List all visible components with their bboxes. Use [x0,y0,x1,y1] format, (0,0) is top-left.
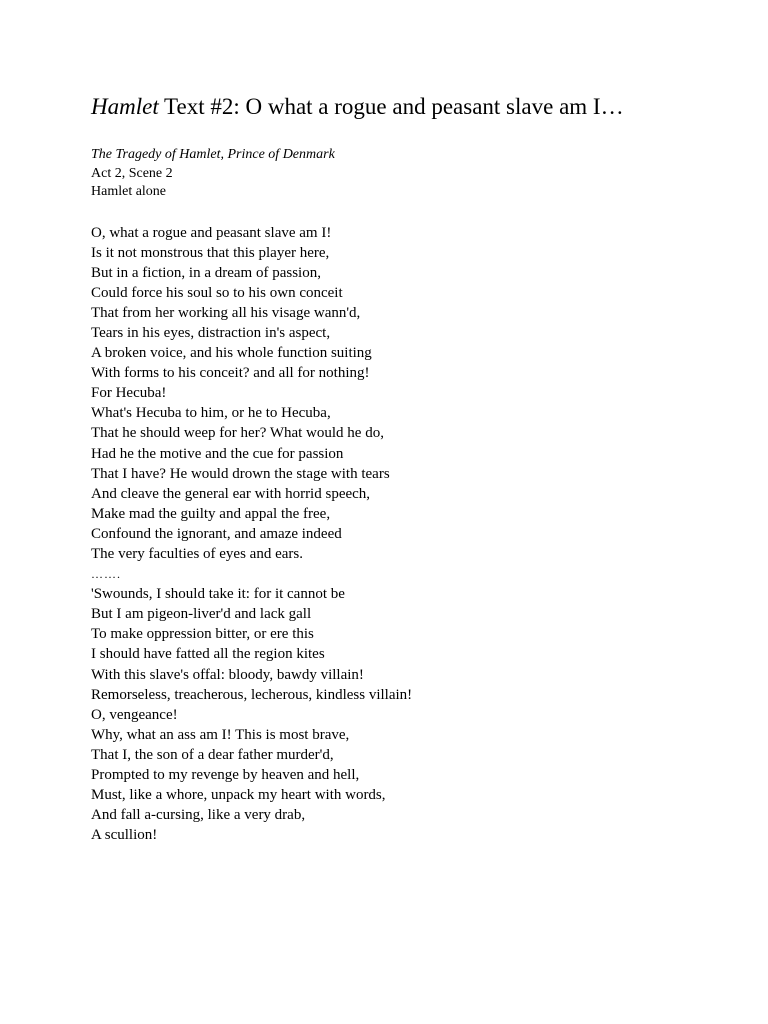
verse-line: Make mad the guilty and appal the free, [91,505,331,522]
verse-line: I should have fatted all the region kites [91,646,325,663]
verse-line: That from her working all his visage wann'd, [91,304,361,321]
passage-one [91,223,731,565]
verse-line: O, vengeance! [91,706,178,723]
verse-line: Why, what an ass am I! This is most brave, [91,726,350,743]
verse-line: O, what a rogue and peasant slave am I! [91,224,332,241]
verse-line: A scullion! [91,827,158,844]
verse-line: With forms to his conceit? and all for nothing! [91,365,370,382]
verse-line: That I, the son of a dear father murder'd, [91,746,334,763]
act-scene: Act 2, Scene 2 [91,165,173,181]
verse-line: But in a fiction, in a dream of passion, [91,264,321,281]
verse-line: For Hecuba! [91,385,167,402]
verse-line: Prompted to my revenge by heaven and hell, [91,767,360,784]
verse-line: The very faculties of eyes and ears. [91,546,303,562]
verse-line: Must, like a whore, unpack my heart with words, [91,787,386,804]
verse-line: Is it not monstrous that this player here, [91,244,330,261]
verse-line: 'Swounds, I should take it: for it cannot be [91,586,345,603]
omission-mark: ……. [91,567,121,582]
verse-line: And cleave the general ear with horrid speech, [91,485,371,502]
verse-line: Could force his soul so to his own conceit [91,284,343,301]
title-play-name: Hamlet [91,94,159,119]
verse-line: Had he the motive and the cue for passion [91,445,344,462]
verse-line: But I am pigeon-liver'd and lack gall [91,606,312,623]
title-text: Text #2: O what a rogue and peasant slave am I… [158,94,624,119]
document-title [91,92,731,122]
verse-line: Remorseless, treacherous, lecherous, kindless villain! [91,686,413,703]
source-info [91,146,731,202]
verse-line: With this slave's offal: bloody, bawdy villain! [91,666,364,683]
verse-line: What's Hecuba to him, or he to Hecuba, [91,405,331,422]
work-title: The Tragedy of Hamlet, Prince of Denmark [91,147,335,162]
document-page [91,92,731,845]
soliloquy-text [91,223,731,846]
verse-line: That he should weep for her? What would he do, [91,425,384,442]
verse-line: A broken voice, and his whole function suiting [91,345,372,362]
verse-line: That I have? He would drown the stage with tears [91,465,390,482]
speaker-note: Hamlet alone [91,184,167,199]
passage-two [91,584,731,845]
verse-line: And fall a-cursing, like a very drab, [91,807,306,824]
verse-line: To make oppression bitter, or ere this [91,626,314,643]
verse-line: Tears in his eyes, distraction in's aspect, [91,324,331,341]
verse-line: Confound the ignorant, and amaze indeed [91,525,342,542]
